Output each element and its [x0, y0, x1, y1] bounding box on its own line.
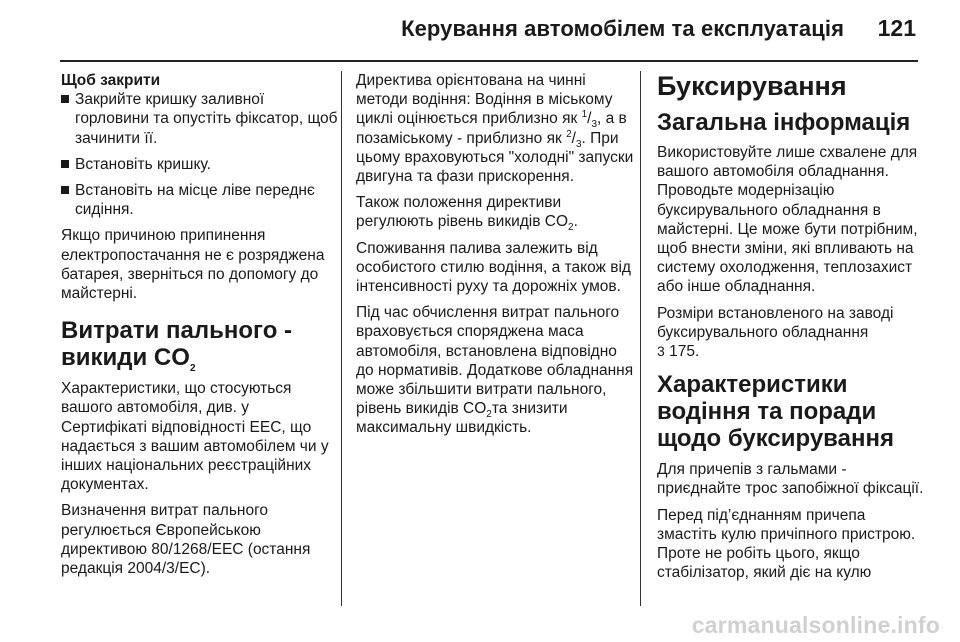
paragraph: Перед під’єднанням причепа змастіть кулю причіпного пристрою. Проте не робіть цього, якщо стабілізатор, який діє на кулю [657, 506, 916, 582]
section-heading-towing: Буксирування [657, 71, 847, 101]
section-heading-driving-tips: Характеристики водіння та поради щодо буксирування [657, 371, 894, 453]
paragraph: Для причепів з гальмами - приєднайте трос запобіжної фіксації. [657, 461, 924, 498]
page-header [0, 0, 960, 60]
page-reference: 175. [664, 343, 700, 361]
list-item: Встановіть на місце ліве переднє сидіння. [61, 181, 339, 219]
subsection-heading-general-info: Загальна інформація [657, 109, 911, 136]
page-number: 121 [877, 15, 916, 41]
paragraph: Під час обчислення витрат пального враховується споряджена маса автомобіля, встановлена відповідно до нормативів. Додаткове обладнання може збільшити витрати пального, рівень викидів $CO_2та$ знизити максимальну швидкість. [356, 304, 634, 437]
paragraph: Також положення директиви регулюють рівень викидів $CO_2$. [356, 194, 578, 234]
subheading-close: Щоб закрити [61, 72, 161, 89]
paragraph: Споживання палива залежить від особистого стилю водіння, а також від інтенсивності руху та дорожніх умов. [356, 239, 631, 296]
list-item: Встановіть кришку. [61, 155, 339, 174]
column-left [61, 71, 339, 585]
column-divider [640, 71, 641, 606]
paragraph: Характеристики, що стосуються вашого автомобіля, див. у Сертифікаті відповідності ЕЕС, що надається з вашим автомобілем чи у інших національних реєстраційних документах. [61, 380, 329, 494]
paragraph: Директива орієнтована на чинні методи водіння: Водіння в міському циклі оцінюється приблизно як $^1/_3$, а в позаміському - приблизно як $^2/_3$. При цьому враховуються "холодні" запуски двигуна та фази прискорення. [356, 72, 634, 186]
square-bullet-icon [61, 160, 69, 168]
page-header-title: Керування автомобілем та експлуатація [401, 16, 844, 41]
header-divider [60, 60, 918, 62]
square-bullet-icon [61, 186, 69, 194]
watermark-logo: carmanualsonline.info [691, 612, 940, 638]
power-failure-note: Якщо причиною припинення електропостачання не є розряджена батарея, зверніться по допомогу до майстерні. [61, 227, 325, 303]
page-reference-arrow-icon: 3 [657, 343, 665, 360]
close-steps-list [61, 90, 339, 219]
column-middle [356, 71, 634, 445]
section-heading-fuel-consumption: Витрати пального - викиди $CO_2$ [61, 317, 293, 375]
paragraph: Визначення витрат пального регулюється Європейською директивою 80/1268/EEC (остання редакція 2004/3/EC). [61, 502, 311, 578]
paragraph: Використовуйте лише схвалене для вашого автомобіля обладнання. Проводьте модернізацію буксирувального обладнання в майстерні. Це може бути потрібним, щоб внести зміни, які впливають на систему охолодження, теплозахист або інше обладнання. [657, 144, 918, 296]
list-item: Закрийте кришку заливної горловини та опустіть фіксатор, щоб зачинити її. [61, 90, 339, 148]
square-bullet-icon [61, 95, 69, 103]
column-divider [341, 71, 342, 606]
paragraph: Розміри встановленого на заводі буксирувального обладнання 3 175. [657, 304, 894, 361]
column-right [657, 71, 925, 589]
